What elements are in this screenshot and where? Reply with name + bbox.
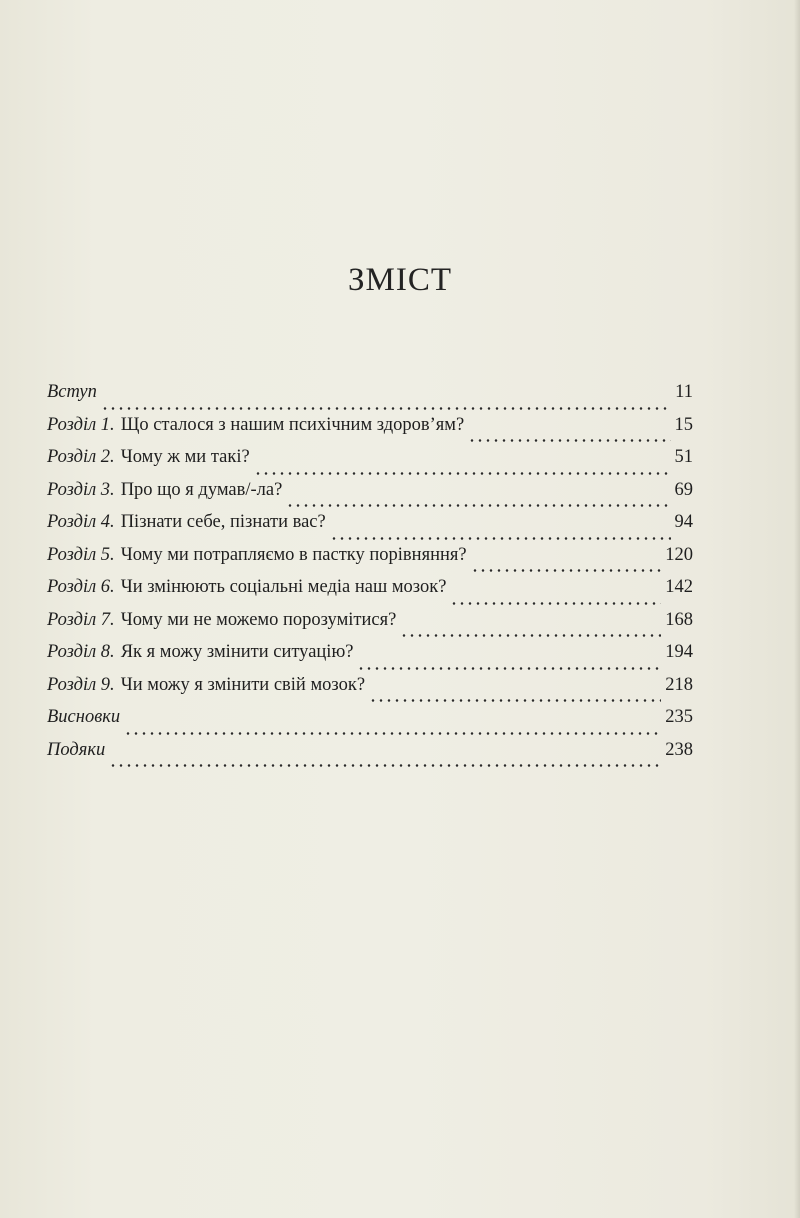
toc-entry-title: Як я можу змінити ситуацію? — [120, 642, 354, 662]
toc-entry-chapter-1 — [47, 415, 693, 448]
toc-page-number: 142 — [665, 577, 693, 597]
dot-leader — [124, 728, 661, 740]
toc-entry-chapter-5 — [47, 545, 693, 578]
toc-page-number: 194 — [665, 642, 693, 662]
toc-page-number: 235 — [665, 707, 693, 727]
toc-entry-title: Пізнати себе, пізнати вас? — [120, 512, 326, 532]
dot-leader — [101, 403, 671, 415]
toc-page-number: 168 — [665, 609, 693, 630]
page-title: ЗМІСТ — [347, 262, 453, 298]
toc-page-number: 11 — [675, 382, 693, 402]
toc-entry-chapter-7 — [47, 610, 693, 643]
toc-entry-title: Чому ми потрапляємо в пастку порівняння? — [120, 544, 467, 565]
toc-entry-title: Чому ж ми такі? — [120, 447, 250, 467]
toc-entry-label: Вступ — [47, 382, 97, 402]
toc-page-number: 218 — [665, 674, 693, 695]
toc-entry-chapter-2 — [47, 447, 693, 480]
toc-page-number: 51 — [674, 447, 693, 467]
page-edge-shadow — [794, 0, 800, 1218]
toc-entry-title: Чи можу я змінити свій мозок? — [120, 674, 366, 695]
toc-entry-label: Висновки — [47, 707, 121, 727]
toc-entry-chapter-9 — [47, 675, 693, 708]
dot-leader — [254, 468, 671, 480]
toc-entry-conclusions — [47, 707, 693, 740]
toc-page-number: 69 — [674, 479, 693, 500]
toc-entry-label: Розділ 4. — [47, 512, 115, 532]
toc-entry-label: Розділ 7. — [47, 609, 115, 630]
dot-leader — [286, 500, 670, 512]
toc-page-number: 15 — [674, 414, 693, 435]
toc-entry-label: Розділ 6. — [47, 577, 115, 597]
toc-entry-title: Про що я думав/-ла? — [120, 479, 283, 500]
toc-entry-label: Розділ 9. — [47, 674, 115, 695]
toc-entry-label: Розділ 5. — [47, 544, 115, 565]
toc-entry-title: Що сталося з нашим психічним здоров’ям? — [120, 414, 465, 435]
toc-entry-chapter-4 — [47, 512, 693, 545]
table-of-contents — [47, 382, 693, 772]
toc-entry-chapter-6 — [47, 577, 693, 610]
dot-leader — [468, 435, 670, 447]
dot-leader — [109, 760, 661, 772]
toc-entry-label: Розділ 8. — [47, 642, 115, 662]
toc-entry-title: Чи змінюють соціальні медіа наш мозок? — [120, 577, 447, 597]
toc-entry-chapter-3 — [47, 480, 693, 513]
toc-page-number: 238 — [665, 739, 693, 760]
dot-leader — [471, 565, 662, 577]
toc-page-number: 94 — [674, 512, 693, 532]
toc-entry-acknowledgements — [47, 740, 693, 773]
dot-leader — [450, 598, 661, 610]
toc-entry-label: Розділ 3. — [47, 479, 115, 500]
dot-leader — [330, 533, 671, 545]
toc-page-number: 120 — [665, 544, 693, 565]
dot-leader — [400, 630, 661, 642]
toc-entry-label: Розділ 1. — [47, 414, 115, 435]
toc-entry-chapter-8 — [47, 642, 693, 675]
dot-leader — [357, 663, 661, 675]
toc-entry-intro — [47, 382, 693, 415]
toc-entry-label: Розділ 2. — [47, 447, 115, 467]
dot-leader — [369, 695, 661, 707]
toc-entry-label: Подяки — [47, 739, 106, 760]
toc-entry-title: Чому ми не можемо порозумітися? — [120, 609, 397, 630]
